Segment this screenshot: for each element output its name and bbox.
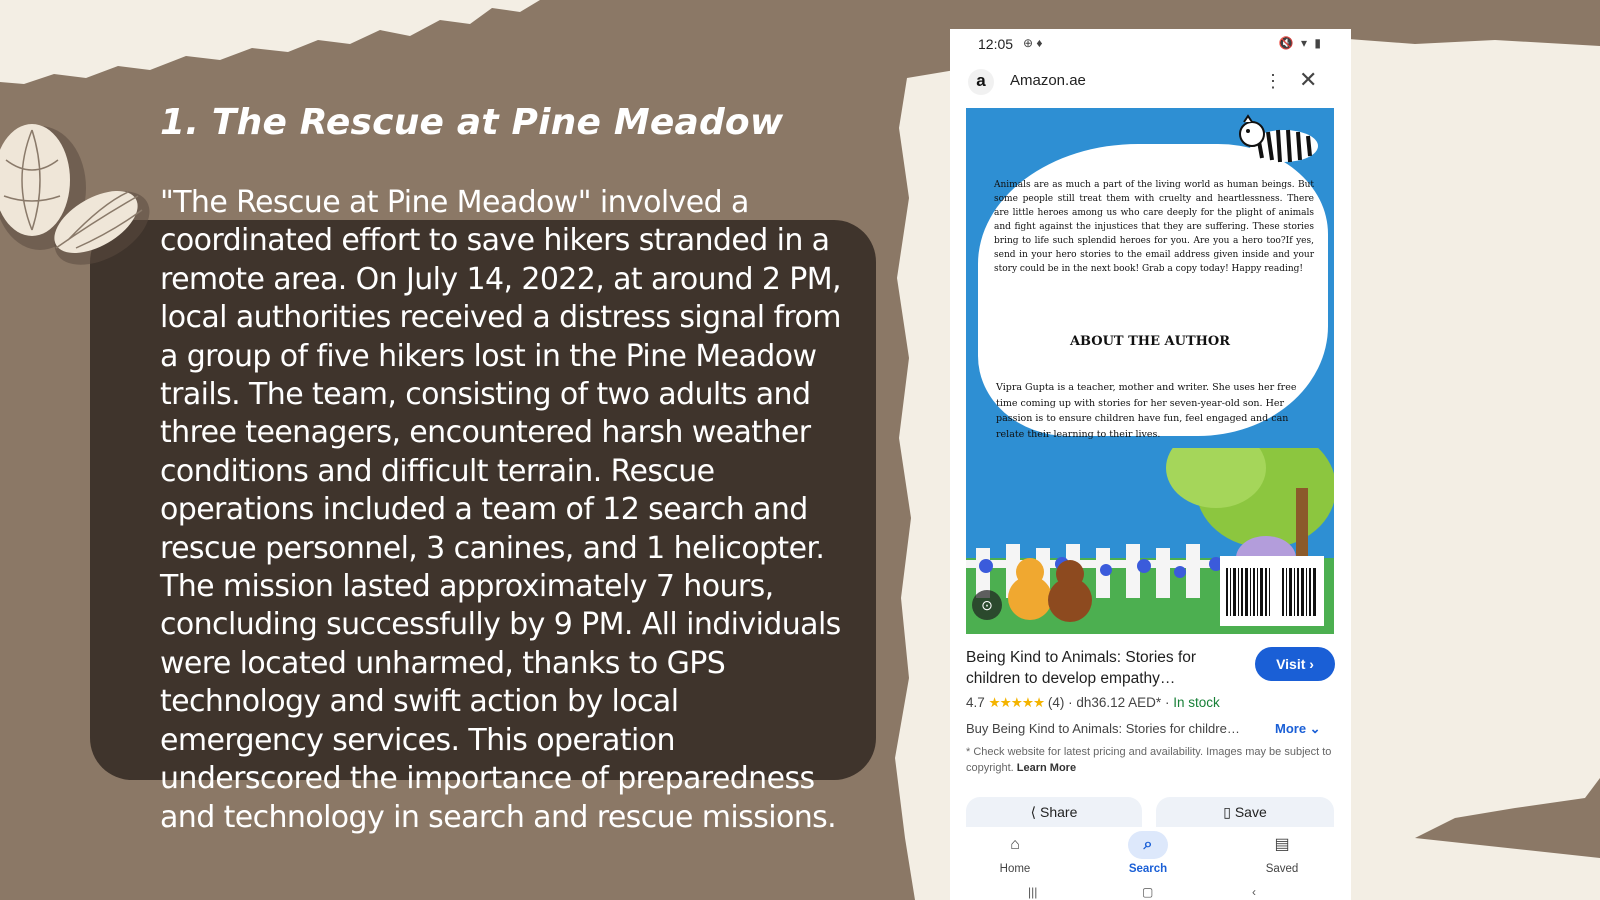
nav-search[interactable] xyxy=(1108,831,1188,875)
separator-dot: · xyxy=(1164,695,1170,710)
bottom-navigation xyxy=(950,827,1351,887)
butterfly-decoration xyxy=(0,100,162,280)
share-icon: ⟨ xyxy=(1030,804,1037,820)
about-author-heading: ABOUT THE AUTHOR xyxy=(1069,334,1231,349)
review-count: (4) xyxy=(1047,695,1065,710)
learn-more-link[interactable]: Learn More xyxy=(1016,762,1077,774)
separator-dot: · xyxy=(1068,695,1073,710)
slide-title: 1. The Rescue at Pine Meadow xyxy=(160,102,784,143)
nav-saved[interactable] xyxy=(1242,831,1322,875)
saved-icon: ▤ xyxy=(1274,836,1290,853)
rating-value: 4.7 xyxy=(966,695,985,710)
status-bar xyxy=(950,29,1351,59)
slide-body-text: "The Rescue at Pine Meadow" involved a coordinated effort to save hikers stranded in a remote area. On July 14, 2022, at around 2 PM, local authorities received a distress signal from a group of five hikers lost in the Pine Meadow trails. The team, consisting of two adults and three teenagers, encountered harsh weather conditions and difficult terrain. Rescue operations included a team of 12 search and rescue personnel, 3 canines, and 1 helicopter. The mission lasted approximately 7 hours, concluding successfully by 9 PM. All individuals were located unharmed, thanks to GPS technology and swift action by local emergency services. This operation underscored the importance of preparedness and technology in search and rescue missions. xyxy=(160,185,841,835)
nav-home[interactable] xyxy=(975,831,1055,875)
site-name: Amazon.ae xyxy=(1010,72,1086,89)
share-label: Share xyxy=(1040,804,1078,820)
stock-status: In stock xyxy=(1173,695,1220,710)
status-time: 12:05 xyxy=(978,36,1014,52)
system-home-icon[interactable]: ▢ xyxy=(1142,885,1154,899)
book-blurb: Animals are as much a part of the living world as human beings. But some people still treat them with cruelty and heartlessness. There are little heroes among us who care deeply for the plight of animals and fight against the injustices that they are suffering. These stories bring to life such splendid heroes for you. Are you a hero too?If yes, send in your hero stories to the email address given inside and your story could be in the next book! Grab a copy today! Happy reading! xyxy=(994,180,1314,274)
visit-button[interactable]: Visit › xyxy=(1255,647,1335,681)
product-image[interactable] xyxy=(966,108,1334,634)
phone-screenshot xyxy=(950,29,1351,900)
status-notification-icons: ⊕ ♦ xyxy=(1023,36,1043,50)
status-system-icons: 🔇 ▾ ▮ xyxy=(1278,36,1323,50)
rating-row xyxy=(966,695,1220,711)
nav-saved-label: Saved xyxy=(1265,863,1299,875)
recent-apps-icon[interactable]: ||| xyxy=(1028,885,1038,899)
share-button[interactable] xyxy=(966,797,1142,827)
torn-paper-top xyxy=(0,0,560,90)
save-button[interactable] xyxy=(1156,797,1334,827)
star-rating-icon: ★★★★★ xyxy=(988,695,1045,710)
lens-search-icon[interactable]: ⊙ xyxy=(972,590,1002,620)
browser-header xyxy=(950,59,1351,105)
disclaimer-text: * Check website for latest pricing and availability. Images may be subject to copyright. xyxy=(966,746,1332,774)
author-bio: Vipra Gupta is a teacher, mother and writer. She uses her free time coming up with stories for her seven-year-old son. Her passion is to ensure children have fun, feel engaged and can relate their learning to their lives. xyxy=(996,382,1297,440)
product-description: Buy Being Kind to Animals: Stories for childre… xyxy=(966,721,1240,736)
price: dh36.12 AED* xyxy=(1076,695,1162,710)
nav-home-label: Home xyxy=(999,863,1031,875)
amazon-logo-icon: a xyxy=(968,69,994,95)
disclaimer xyxy=(966,744,1338,776)
save-label: Save xyxy=(1234,804,1267,820)
home-icon: ⌂ xyxy=(1010,836,1020,853)
system-navigation xyxy=(950,887,1351,900)
more-link[interactable]: More ⌄ xyxy=(1275,721,1321,736)
close-icon[interactable]: ✕ xyxy=(1299,67,1318,92)
product-title-link[interactable]: Being Kind to Animals: Stories for children to develop empathy… xyxy=(966,649,1197,687)
bookmark-icon: ▯ xyxy=(1223,804,1231,820)
nav-search-label: Search xyxy=(1128,863,1168,875)
more-options-icon[interactable]: ⋮ xyxy=(1264,71,1282,91)
back-icon[interactable]: ‹ xyxy=(1252,885,1256,899)
zebra-illustration xyxy=(1234,114,1326,166)
search-icon: ⌕ xyxy=(1128,831,1168,859)
barcode-image xyxy=(1220,556,1324,626)
